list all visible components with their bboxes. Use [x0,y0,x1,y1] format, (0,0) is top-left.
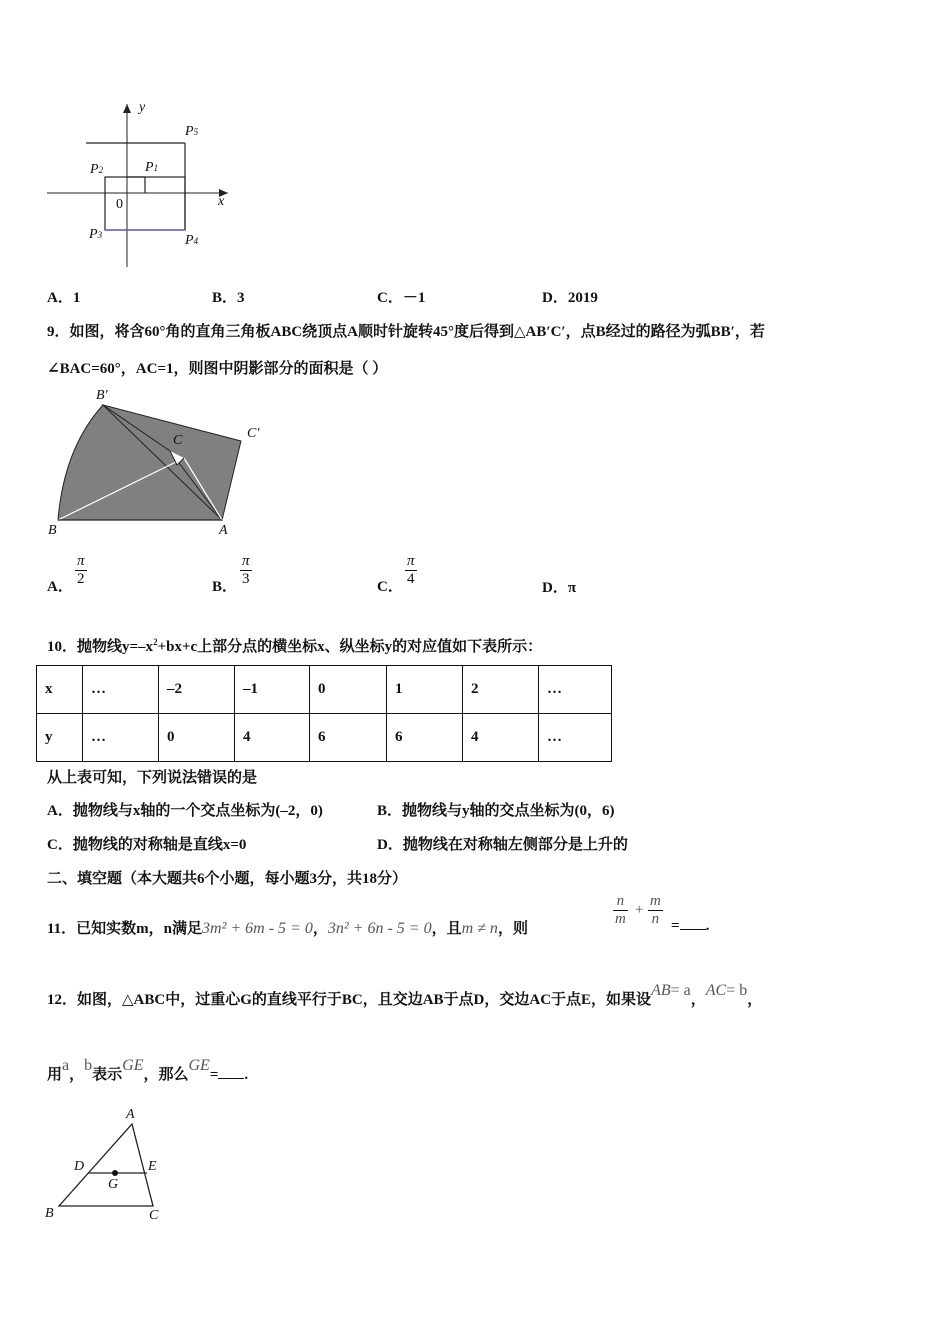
q11-plus: + [635,902,644,918]
table-cell: –2 [159,666,235,714]
table-cell: 6 [310,714,387,762]
q12-label-e: E [148,1159,157,1174]
q8-option-c[interactable]: C．－1 [377,290,426,306]
q9-option-b-fraction: $\frac{\pi}{3}$ [242,553,250,587]
table-cell: … [83,666,159,714]
table-cell: … [539,714,612,762]
table-row [37,666,612,714]
q12-label-g: G [108,1177,119,1192]
q12-label-c: C [149,1208,159,1223]
table-cell: 6 [387,714,463,762]
q12-label-d: D [74,1159,85,1174]
q11-fraction-n-over-m: $\frac{n}{m}$ [615,893,626,927]
q8-axis-y-label: y [139,100,146,115]
q12-triangle-figure [40,1105,180,1230]
q10-stem: 10．抛物线$y=-x^2+bx+c$上部分点的横坐标x、纵坐标y的对应值如下表所示： [47,637,543,655]
table-cell: y [37,714,83,762]
table-cell: … [83,714,159,762]
table-row [37,714,612,762]
q8-option-a[interactable]: A．1 [47,290,81,306]
table-cell: –1 [235,666,310,714]
q10-option-d[interactable]: D．抛物线在对称轴左侧部分是上升的 [377,837,628,853]
q10-option-a[interactable]: A．抛物线与x轴的一个交点坐标为(–2，0) [47,803,323,819]
table-cell: 4 [235,714,310,762]
q11-answer-blank[interactable]: = . [671,918,710,934]
q11-fraction-m-over-n: $\frac{m}{n}$ [650,893,661,927]
q8-point-p4: P4 [185,233,199,248]
q12-stem-line2: 用a，b表示GE，那么GE= . [47,1057,249,1083]
table-cell: … [539,666,612,714]
q8-option-b[interactable]: B．3 [212,290,245,306]
q9-label-c-prime: C′ [247,426,260,441]
q9-option-c-fraction: $\frac{\pi}{4}$ [407,553,415,587]
q9-option-a-fraction: $\frac{\pi}{2}$ [77,553,85,587]
q8-point-p3: P3 [89,227,103,242]
q9-option-a[interactable] [47,553,107,599]
table-cell: 0 [310,666,387,714]
q9-rotation-figure [40,385,270,545]
table-cell: 4 [463,714,539,762]
q8-point-p5: P5 [185,124,199,139]
q12-label-b: B [45,1206,54,1221]
q10-option-c[interactable]: C．抛物线的对称轴是直线x=0 [47,837,247,853]
q9-stem-line1: 9．如图，将含60°角的直角三角板ABC绕顶点A顺时针旋转45°度后得到△AB′C′，点B经过的路径为弧BB′，若 [47,324,765,340]
q10-value-table [36,665,612,762]
q9-option-d[interactable]: D．π [542,580,577,596]
q10-after-text: 从上表可知，下列说法错误的是 [47,770,258,786]
q12-answer-blank[interactable]: = . [209,1067,249,1083]
q9-label-c: C [173,433,183,448]
table-cell: 2 [463,666,539,714]
q9-stem-line2: ∠BAC=60°，AC=1，则图中阴影部分的面积是（ ） [47,361,388,377]
table-cell: 0 [159,714,235,762]
q12-label-a: A [126,1107,135,1122]
q8-point-p2: P2 [90,162,104,177]
q8-coordinate-figure [40,95,240,275]
q9-label-a: A [219,523,228,538]
q9-option-b[interactable] [212,553,272,599]
q11-stem: 11．已知实数m，n满足3m² + 6m - 5 = 0，3n² + 6n - 5 = 0，且m ≠ n，则 [47,920,528,937]
q8-axis-x-label: x [218,194,225,209]
q8-option-d[interactable]: D．2019 [542,290,598,306]
section-heading: 二、填空题（本大题共6个小题，每小题3分，共18分） [47,871,408,887]
table-cell: 1 [387,666,463,714]
q9-option-c[interactable] [377,553,437,599]
table-cell: x [37,666,83,714]
q12-stem-line1: 12．如图，△ABC中，过重心G的直线平行于BC，且交边AB于点D，交边AC于点E，如果设AB= a，AC= b， [47,982,763,1008]
q9-label-b-prime: B′ [96,388,108,403]
q9-option-b-letter: B． [212,579,238,595]
q8-point-p1: P1 [145,160,159,175]
q10-option-b[interactable]: B．抛物线与y轴的交点坐标为(0，6) [377,803,615,819]
q9-label-b: B [48,523,57,538]
q9-option-a-letter: A． [47,579,73,595]
q9-option-c-letter: C． [377,579,403,595]
q8-origin-label: 0 [116,197,123,212]
